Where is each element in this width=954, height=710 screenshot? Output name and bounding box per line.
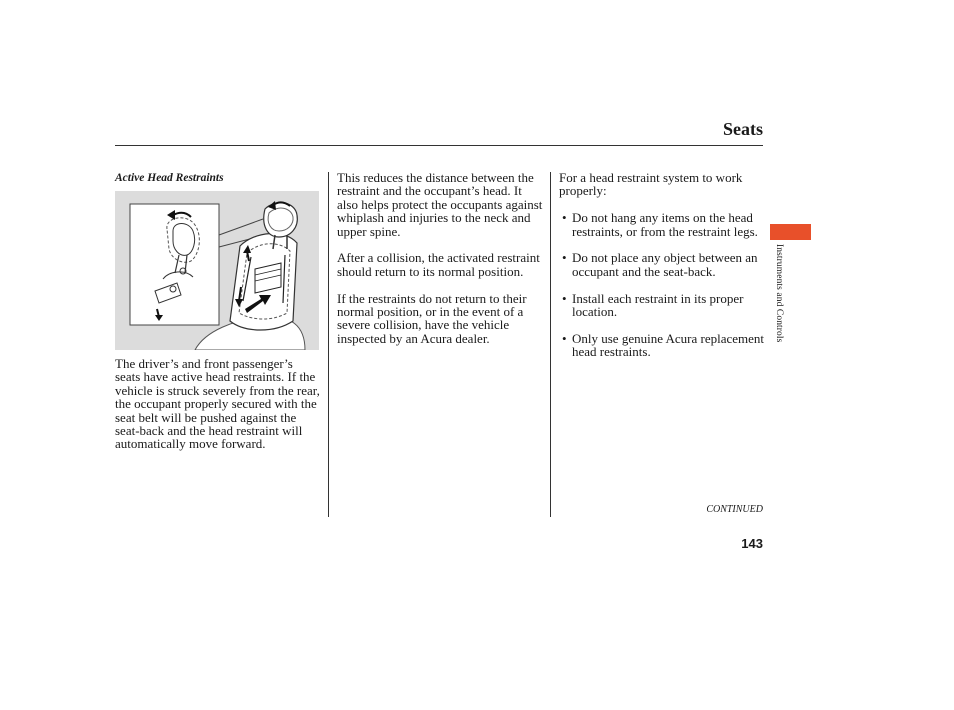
paragraph: This reduces the distance between the restraint and the occupant’s head. It also helps protect the occupants against whiplash and injuries to the neck and upper spine. xyxy=(337,170,543,239)
section-tab-marker xyxy=(770,224,811,240)
column-1-body xyxy=(115,357,320,451)
bullet-icon: • xyxy=(562,210,567,226)
list-item-text: Install each restraint in its proper location. xyxy=(572,290,744,320)
column-2 xyxy=(337,171,545,345)
list-item xyxy=(559,332,765,359)
bullet-icon: • xyxy=(562,290,567,306)
list-item-text: Do not place any object between an occupant and the seat-back. xyxy=(572,250,758,279)
list-item xyxy=(559,211,765,238)
bullet-icon: • xyxy=(562,250,567,266)
paragraph: After a collision, the activated restraint should return to its normal position. xyxy=(337,250,540,279)
bullet-icon: • xyxy=(562,330,567,346)
column-1 xyxy=(115,171,320,185)
page-title: Seats xyxy=(723,119,763,139)
bullet-list xyxy=(559,211,765,358)
column-divider xyxy=(550,172,551,517)
seat-head-restraint-illustration-icon xyxy=(115,191,319,350)
column-3 xyxy=(559,171,765,372)
list-item xyxy=(559,292,765,319)
list-item xyxy=(559,251,765,278)
title-rule xyxy=(115,145,763,146)
head-restraint-figure xyxy=(115,191,319,350)
list-item-text: Do not hang any items on the head restraints, or from the restraint legs. xyxy=(572,210,758,239)
paragraph: For a head restraint system to work properly: xyxy=(559,170,743,199)
list-item-text: Only use genuine Acura replacement head restraints. xyxy=(572,330,765,360)
paragraph: The driver’s and front passenger’s seats have active head restraints. If the vehicle is struck severely from the rear, the occupant properly secured with the seat belt will be pushed against the seat-back and the head restraint will automatically move forward. xyxy=(115,356,320,452)
paragraph: If the restraints do not return to their normal position, or in the event of a severe collision, have the vehicle inspected by an Acura dealer. xyxy=(337,290,527,346)
continued-label: CONTINUED xyxy=(706,504,763,515)
section-tab-label: Instruments and Controls xyxy=(774,244,784,343)
column-divider xyxy=(328,172,329,517)
section-heading: Active Head Restraints xyxy=(115,172,224,184)
page-number: 143 xyxy=(741,536,763,551)
